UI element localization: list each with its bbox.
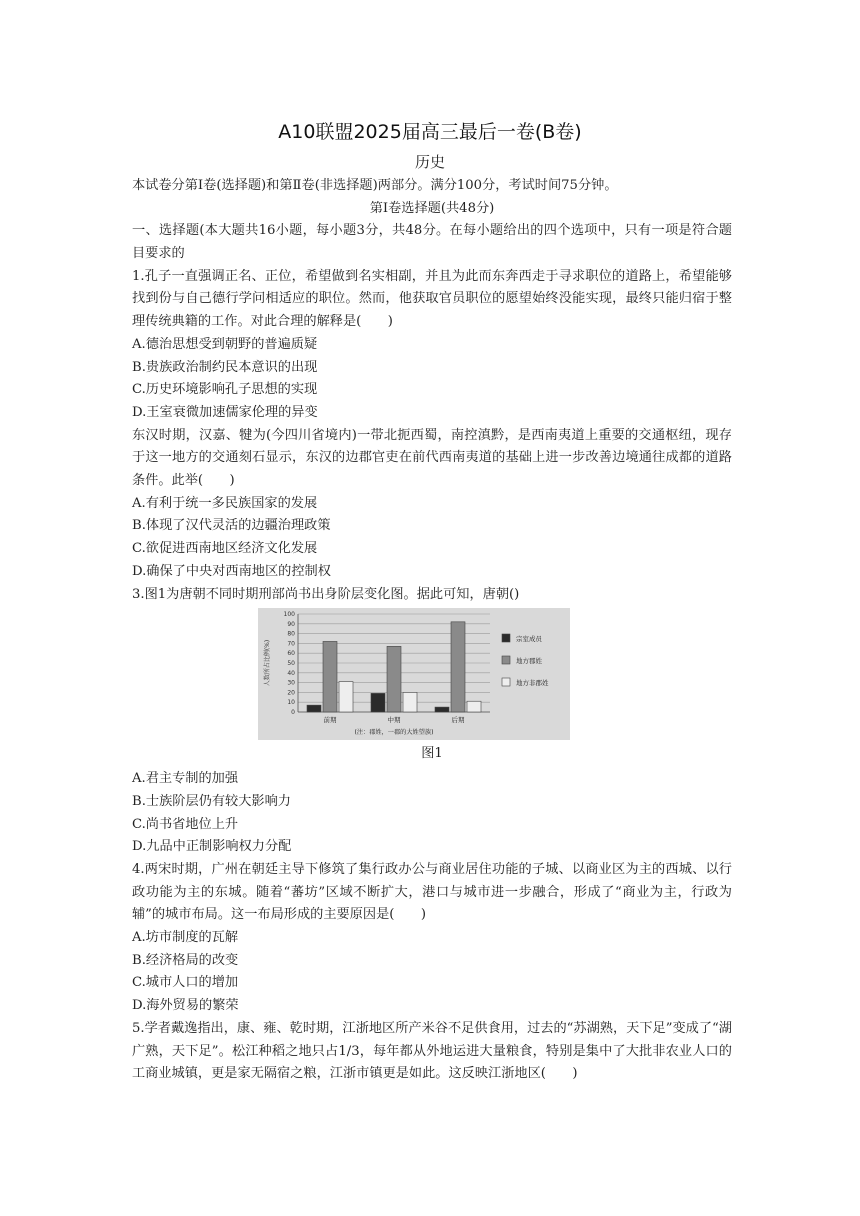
bar-2-2 — [467, 701, 481, 712]
bar-2-1 — [403, 693, 417, 713]
bar-2-0 — [339, 682, 353, 712]
legend-label-0: 宗室成员 — [516, 635, 542, 644]
y-tick-label: 20 — [287, 689, 295, 697]
question-1-option-b: B.贵族政治制约民本意识的出现 — [132, 359, 318, 375]
question-3-option-a: A.君主专制的加强 — [132, 771, 239, 787]
bar-1-0 — [323, 642, 337, 713]
question-1-option-a: A.德治思想受到朝野的普遍质疑 — [132, 336, 318, 352]
bar-chart-svg — [258, 608, 570, 740]
bar-1-1 — [387, 647, 401, 713]
y-tick-label: 50 — [287, 660, 295, 668]
question-5-stem: 5.学者戴逸指出，康、雍、乾时期，江浙地区所产米谷不足供食用，过去的“苏湖熟，天下足”变成了“湖广熟，天下足”。松江种稻之地只占1/3，每年都从外地运进大量粮食，特别是集中了大批非农业人口的工商业城镇，更是家无隔宿之粮，江浙市镇更是如此。这反映江浙地区( ) — [132, 1020, 732, 1082]
question-3-option-b: B.士族阶层仍有较大影响力 — [132, 793, 291, 809]
legend-label-2: 地方非郡姓 — [516, 679, 549, 688]
question-4-stem: 4.两宋时期，广州在朝廷主导下修筑了集行政办公与商业居住功能的子城、以商业区为主的西城、以行政功能为主的东城。随着“蕃坊”区域不断扩大，港口与城市进一步融合，形成了“商业为主，行政为辅”的城市布局。这一布局形成的主要原因是( ) — [132, 861, 732, 923]
bar-0-0 — [307, 705, 321, 712]
bar-1-2 — [451, 622, 465, 712]
y-tick-label: 0 — [291, 709, 295, 717]
question-4-option-c: C.城市人口的增加 — [132, 975, 239, 991]
exam-title: A10联盟2025届高三最后一卷(B卷) — [278, 121, 582, 143]
x-tick-label: 前期 — [323, 716, 337, 725]
exam-content — [132, 175, 732, 1086]
x-tick-label: 中期 — [387, 716, 401, 725]
question-2-stem: 东汉时期，汉嘉、犍为(今四川省境内)一带北扼西蜀，南控滇黔，是西南夷道上重要的交通枢纽，现存于这一地方的交通刻石显示，东汉的边郡官吏在前代西南夷道的基础上进一步改善边境通往成都的道路条件。此举( ) — [132, 427, 732, 489]
question-1-option-d: D.王室衰微加速儒家伦理的异变 — [132, 404, 318, 420]
y-tick-label: 10 — [287, 699, 295, 707]
y-axis-label: 人数所占比例(%) — [264, 639, 271, 687]
y-tick-label: 100 — [283, 611, 295, 619]
bar-0-2 — [435, 707, 449, 712]
question-3-option-d: D.九品中正制影响权力分配 — [132, 839, 292, 855]
exam-intro: 本试卷分第Ⅰ卷(选择题)和第Ⅱ卷(非选择题)两部分。满分100分，考试时间75分钟。 — [132, 178, 618, 193]
question-4-option-a: A.坊市制度的瓦解 — [132, 930, 239, 946]
legend-label-1: 地方郡姓 — [516, 657, 542, 666]
legend-swatch-0 — [502, 634, 510, 642]
y-tick-label: 90 — [287, 620, 295, 628]
question-3-option-c: C.尚书省地位上升 — [132, 816, 239, 832]
question-2-option-b: B.体现了汉代灵活的边疆治理政策 — [132, 518, 331, 534]
legend-swatch-2 — [502, 678, 510, 686]
figure-1 — [132, 608, 732, 768]
question-2-option-a: A.有利于统一多民族国家的发展 — [132, 495, 318, 511]
y-tick-label: 30 — [287, 679, 295, 687]
question-3-stem: 3.图1为唐朝不同时期刑部尚书出身阶层变化图。据此可知，唐朝() — [132, 586, 520, 602]
question-2-option-c: C.欲促进西南地区经济文化发展 — [132, 541, 318, 557]
section-title: 第Ⅰ卷选择题(共48分) — [369, 200, 495, 216]
legend-swatch-1 — [502, 656, 510, 664]
question-4-option-d: D.海外贸易的繁荣 — [132, 998, 239, 1014]
y-tick-label: 40 — [287, 669, 295, 677]
bar-chart — [258, 608, 570, 740]
chart-note: (注：郡姓，一郡的大姓望族) — [354, 729, 434, 737]
y-tick-label: 70 — [287, 640, 295, 648]
bar-0-1 — [371, 694, 385, 713]
subject-title: 历史 — [414, 153, 445, 171]
question-1-option-c: C.历史环境影响孔子思想的实现 — [132, 382, 318, 398]
question-4-option-b: B.经济格局的改变 — [132, 952, 239, 968]
x-tick-label: 后期 — [451, 716, 465, 725]
y-tick-label: 80 — [287, 630, 295, 638]
y-tick-label: 60 — [287, 650, 295, 658]
figure-caption: 图1 — [421, 746, 443, 762]
question-2-option-d: D.确保了中央对西南地区的控制权 — [132, 563, 331, 579]
section-instruction: 一、选择题(本大题共16小题，每小题3分，共48分。在每小题给出的四个选项中，只有一项是符合题目要求的 — [132, 223, 732, 262]
question-1-stem: 1.孔子一直强调正名、正位，希望做到名实相副，并且为此而东奔西走于寻求职位的道路上，希望能够找到份与自己德行学问相适应的职位。然而，他获取官员职位的愿望始终没能实现，最终只能归宿于整理传统典籍的工作。对此合理的解释是( ) — [132, 268, 732, 330]
